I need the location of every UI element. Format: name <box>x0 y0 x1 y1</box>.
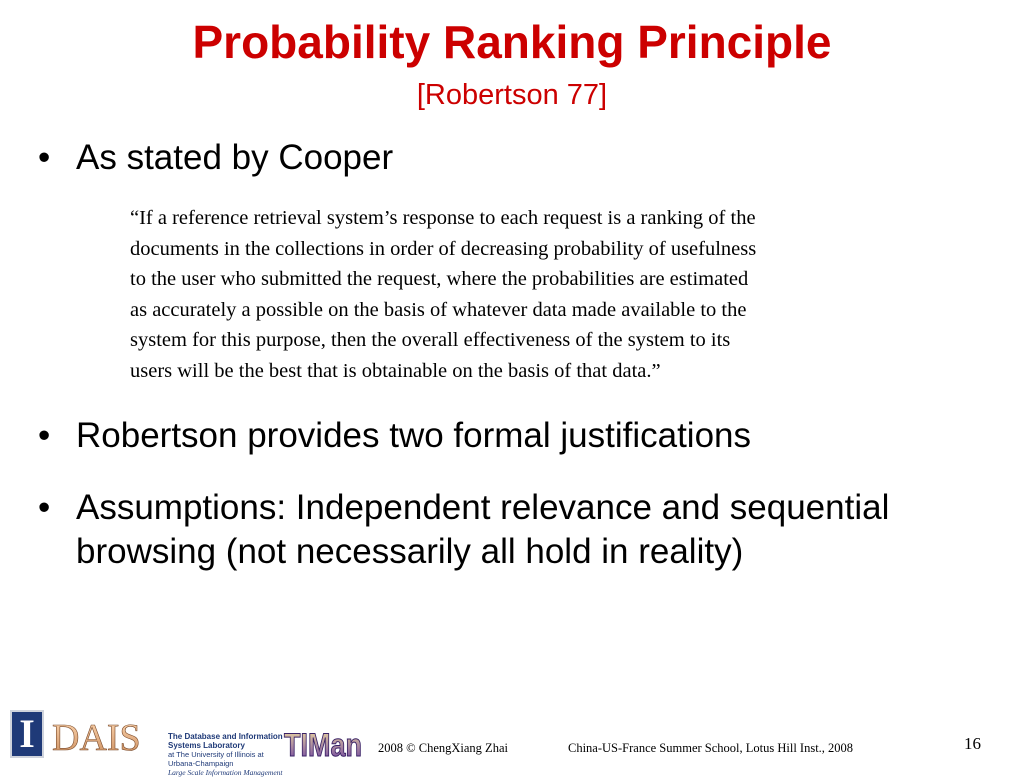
quote-line: documents in the collections in order of decreasing probability of usefulness <box>130 237 757 260</box>
bullet-item <box>38 136 638 180</box>
slide-footer <box>0 704 1024 777</box>
bullet-text: Assumptions: Independent relevance and sequential browsing (not necessarily all hold in reality) <box>76 488 890 571</box>
copyright-notice: 2008 © ChengXiang Zhai <box>378 741 508 755</box>
dais-lab-name: The Database and Information Systems Laboratory <box>168 732 283 750</box>
bullet-icon: • <box>38 416 51 455</box>
page-number: 16 <box>964 734 981 753</box>
dais-lab-info <box>168 732 288 777</box>
dais-logo <box>50 716 164 759</box>
quote-line: as accurately a possible on the basis of whatever data made available to the <box>130 298 747 321</box>
cooper-quote <box>130 203 930 386</box>
dais-affiliation: at The University of Illinois at Urbana-Champaign <box>168 750 264 768</box>
event-name: China-US-France Summer School, Lotus Hill Inst., 2008 <box>568 741 854 755</box>
quote-line: “If a reference retrieval system’s response to each request is a ranking of the <box>130 207 756 229</box>
illinois-logo: I <box>10 710 44 758</box>
timan-logo-text: TIMan <box>284 727 362 763</box>
slide-subtitle: [Robertson 77] <box>416 79 608 111</box>
slide-title: Probability Ranking Principle <box>192 16 832 68</box>
timan-logo <box>284 722 364 762</box>
dais-logo-text: DAIS <box>52 717 141 759</box>
bullet-icon: • <box>38 488 51 527</box>
bullet-item <box>38 486 1018 576</box>
bullet-text: Robertson provides two formal justifications <box>76 416 752 455</box>
quote-line: system for this purpose, then the overall effectiveness of the system to its <box>130 329 731 351</box>
bullet-item <box>38 414 938 458</box>
bullet-icon: • <box>38 138 51 177</box>
dais-tagline: Large Scale Information Management <box>168 768 283 777</box>
bullet-text: As stated by Cooper <box>76 138 394 177</box>
quote-line: to the user who submitted the request, where the probabilities are estimated <box>130 268 749 290</box>
quote-line: users will be the best that is obtainable on the basis of that data.” <box>130 359 661 382</box>
